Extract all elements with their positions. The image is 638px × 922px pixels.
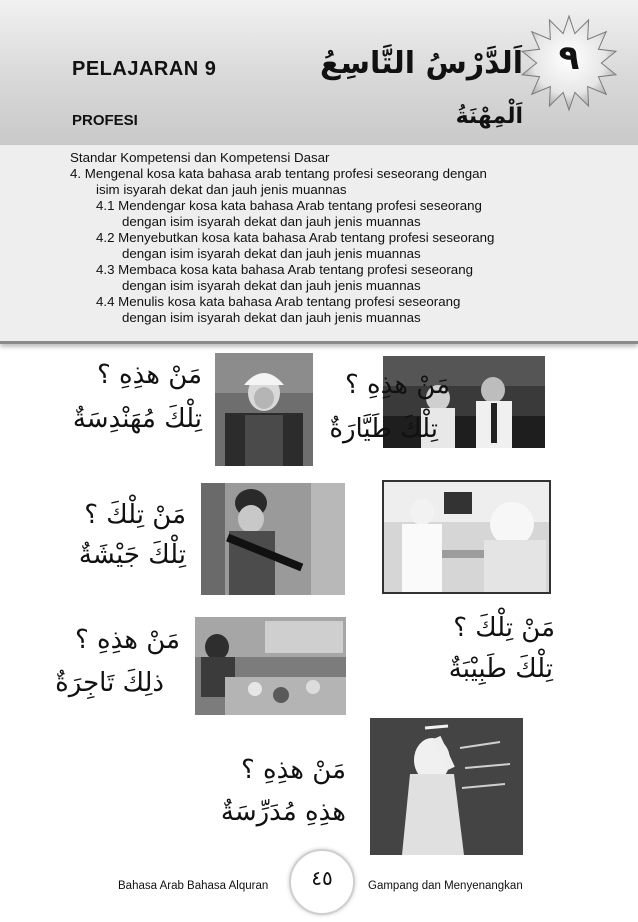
basic-competency-item: dengan isim isyarah dekat dan jauh jenis muannas [122, 246, 421, 261]
dialogue-answer: هذِهِ مُدَرِّسَةٌ [220, 797, 346, 827]
basic-competency-item: 4.3 Membaca kosa kata bahasa Arab tentang profesi seseorang [96, 262, 473, 277]
trader-photo [195, 617, 346, 715]
standard-line: 4. Mengenal kosa kata bahasa arab tentang profesi seseorang dengan [70, 166, 487, 181]
soldier-photo [201, 483, 345, 595]
dialogue-question: مَنْ هذِهِ ؟ [344, 370, 450, 400]
footer-left-text: Bahasa Arab Bahasa Alquran [118, 880, 269, 892]
basic-competency-item: dengan isim isyarah dekat dan jauh jenis muannas [122, 310, 421, 325]
footer-right-text: Gampang dan Menyenangkan [368, 880, 523, 892]
dialogue-answer: تِلْكَ طَيَّارَةٌ [329, 414, 438, 444]
dialogue-answer: تِلْكَ جَيْشَةٌ [78, 540, 186, 570]
basic-competency-item: dengan isim isyarah dekat dan jauh jenis muannas [122, 214, 421, 229]
lesson-header [0, 0, 638, 146]
dialogue-question: مَنْ هذِهِ ؟ [240, 755, 346, 785]
engineer-photo [215, 353, 313, 466]
doctor-photo [382, 480, 551, 594]
arabic-lesson-subtitle: اَلْمِهْنَةُ [455, 104, 523, 129]
competency-box [0, 145, 638, 344]
teacher-photo [370, 718, 523, 855]
dialogue-question: مَنْ تِلْكَ ؟ [453, 613, 555, 643]
dialogue-answer: ذلِكَ تَاجِرَةٌ [55, 668, 164, 698]
basic-competency-item: 4.1 Mendengar kosa kata bahasa Arab tentang profesi seseorang [96, 198, 482, 213]
basic-competency-item: 4.4 Menulis kosa kata bahasa Arab tentang profesi seseorang [96, 294, 461, 309]
dialogue-question: مَنْ تِلْكَ ؟ [84, 500, 186, 530]
dialogue-question: مَنْ هذِهِ ؟ [74, 625, 180, 655]
competency-heading: Standar Kompetensi dan Kompetensi Dasar [70, 150, 330, 165]
arabic-lesson-title: اَلدَّرْسُ التَّاسِعُ [319, 46, 523, 81]
basic-competency-item: dengan isim isyarah dekat dan jauh jenis muannas [122, 278, 421, 293]
dialogue-answer: تِلْكَ طَبِيْبَةٌ [448, 654, 553, 684]
page-number: ٤٥ [311, 866, 333, 890]
basic-competency-item: 4.2 Menyebutkan kosa kata bahasa Arab tentang profesi seseorang [96, 230, 495, 245]
dialogue-answer: تِلْكَ مُهَنْدِسَةٌ [72, 404, 202, 434]
lesson-subtitle: PROFESI [72, 112, 138, 129]
standard-line: isim isyarah dekat dan jauh jenis muannas [96, 182, 347, 197]
lesson-title: PELAJARAN 9 [72, 58, 217, 80]
dialogue-question: مَنْ هذِهِ ؟ [96, 360, 202, 390]
lesson-number-badge: ٩ [558, 38, 580, 78]
